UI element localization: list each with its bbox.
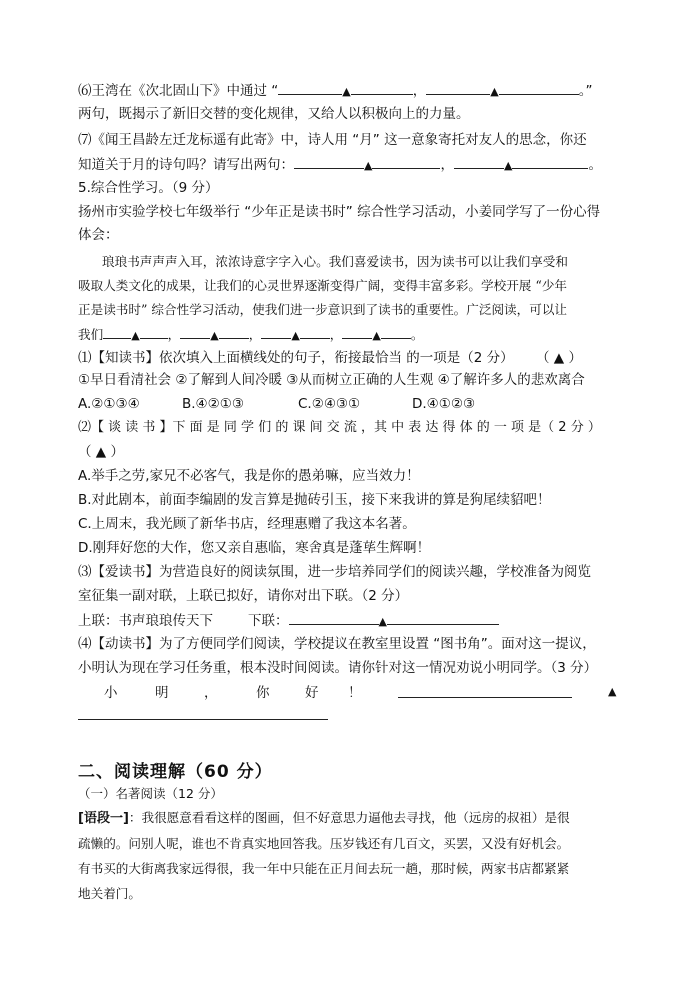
triangle-marker-icon: ▲	[378, 615, 387, 628]
essay-sep: ，	[329, 327, 343, 342]
triangle-marker-icon: ▲	[364, 159, 373, 172]
essay-blank-4[interactable]	[342, 324, 372, 339]
essay-sep: ，	[167, 327, 181, 342]
sub4-greet-6: ！	[348, 685, 362, 701]
triangle-marker-icon: ▲	[490, 85, 499, 98]
upper-couplet: 上联：书声琅琅传天下	[78, 613, 213, 629]
triangle-marker-icon: ▲	[131, 329, 140, 342]
option-d[interactable]: D.④①②③	[412, 396, 476, 412]
triangle-marker-icon: ▲	[291, 329, 300, 342]
essay-blank-1[interactable]	[103, 324, 131, 339]
passage-label: [语段一]	[78, 811, 129, 826]
section-heading: 二、阅读理解（60 分）	[78, 762, 273, 782]
passage-line2: 疏懒的。问别人呢，谁也不肯真实地回答我。压岁钱还有几百文，买罢，又没有好机会。	[78, 836, 570, 851]
passage-line3: 有书买的大街离我家远得很，我一年中只能在正月间去玩一趟，那时候，两家书店都紧紧	[78, 861, 570, 876]
sub2-answer-paren[interactable]: （ ▲ ）	[78, 444, 124, 460]
essay-line2: 吸取人类文化的成果，让我们的心灵世界逐渐变得广阔，变得丰富多彩。学校开展 “少年	[78, 278, 568, 293]
q6-blank-2[interactable]	[426, 80, 490, 95]
q7-blank-2[interactable]	[454, 154, 504, 169]
triangle-marker-icon: ▲	[503, 159, 513, 172]
sub4-greet-5: 好	[305, 685, 319, 701]
essay-blank-3b[interactable]	[300, 324, 330, 339]
passage-text1: ：我很愿意看看这样的图画，但不好意思力逼他去寻找，他（远房的叔祖）是很	[128, 810, 570, 825]
sub4-answer-line-1[interactable]	[398, 697, 572, 698]
sub1-stem: ⑴【知读书】依次填入上面横线处的句子，衔接最恰当 的一项是（2 分）	[78, 350, 514, 366]
q5-intro-line2: 体会：	[78, 227, 119, 243]
q7-line1: ⑺《闻王昌龄左迁龙标遥有此寄》中，诗人用 “月” 这一意象寄托对友人的思念，你还	[78, 132, 587, 148]
q5-intro-line1: 扬州市实验学校七年级举行 “少年正是读书时” 综合性学习活动，小姜同学写了一份心得	[78, 204, 601, 220]
essay-blank-3[interactable]	[261, 324, 291, 339]
sub4-greet-1: 小	[104, 685, 118, 701]
essay-line4	[78, 324, 423, 346]
essay-prefix: 我们	[78, 327, 104, 342]
sub4-answer-line-2[interactable]	[78, 719, 328, 720]
q7-blank-1[interactable]	[294, 154, 364, 169]
essay-end: 。	[410, 327, 424, 342]
sub2-option-a[interactable]: A.举手之劳,家兄不必客气，我是你的愚弟嘛，应当效力！	[78, 468, 420, 484]
sub3-couplet	[78, 610, 499, 632]
sub3-line2: 室征集一副对联，上联已拟好，请你对出下联。（2 分）	[78, 588, 409, 604]
essay-line1: 琅琅书声声声入耳，浓浓诗意字字入心。我们喜爱读书，因为读书可以让我们享受和	[102, 254, 568, 269]
q6-blank-1b[interactable]	[351, 80, 413, 95]
lower-couplet-label: 下联：	[248, 613, 289, 629]
q6-comma: ，	[412, 83, 427, 99]
option-a[interactable]: A.②①③④	[78, 396, 140, 412]
q5-title: 5.综合性学习。（9 分）	[78, 180, 219, 196]
essay-blank-2b[interactable]	[219, 324, 249, 339]
q7-comma: ，	[440, 157, 454, 173]
sub4-line2: 小明认为现在学习任务重，根本没时间阅读。请你针对这一情况劝说小明同学。（3 分）	[78, 660, 598, 676]
triangle-marker-icon: ▲	[342, 85, 351, 98]
q6-suffix: 。”	[578, 83, 593, 99]
sub4-greet-2: 明	[155, 685, 169, 701]
sub2-stem: ⑵【 谈 读 书 】下 面 是 同 学 们 的 课 间 交 流 ，其 中 表 达 得 体 的 一 项 是（ 2 分 ）	[78, 420, 601, 435]
triangle-marker-icon: ▲	[608, 685, 617, 698]
lower-couplet-blank-2[interactable]	[387, 610, 499, 625]
q7-line2	[78, 154, 602, 176]
triangle-marker-icon: ▲	[210, 329, 219, 342]
q6-line1	[78, 80, 592, 102]
essay-sep: ，	[248, 327, 262, 342]
essay-blank-4b[interactable]	[381, 324, 411, 339]
q6-prefix: ⑹王湾在《次北固山下》中通过 “	[78, 83, 279, 99]
essay-line3: 正是读书时” 综合性学习活动，使我们进一步意识到了读书的重要性。广泛阅读，可以让	[78, 302, 568, 317]
q7-blank-1b[interactable]	[372, 154, 440, 169]
passage-line4: 地关着门。	[78, 886, 141, 901]
sub2-option-c[interactable]: C.上周末，我光顾了新华书店，经理惠赠了我这本名著。	[78, 516, 416, 532]
sub3-line1: ⑶【爱读书】为营造良好的阅读氛围，进一步培养同学们的阅读兴趣，学校准备为阅览	[78, 564, 591, 580]
q6-blank-1[interactable]	[278, 80, 342, 95]
sub1-answer-paren[interactable]: （ ▲ ）	[536, 350, 582, 366]
q6-blank-2b[interactable]	[499, 80, 579, 95]
sub4-greet-3: ，	[204, 685, 218, 701]
sub1-options	[78, 394, 512, 414]
essay-blank-2[interactable]	[180, 324, 210, 339]
lower-couplet-blank-1[interactable]	[289, 610, 379, 625]
q7-end: 。	[588, 157, 602, 173]
essay-blank-1b[interactable]	[140, 324, 168, 339]
subsection-heading: （一）名著阅读（12 分）	[78, 786, 223, 801]
option-b[interactable]: B.④②①③	[182, 396, 244, 412]
q6-line2: 两句，既揭示了新旧交替的变化规律，又给人以积极向上的力量。	[78, 106, 470, 122]
sub1-items: ①早日看清社会 ②了解到人间冷暖 ③从而树立正确的人生观 ④了解许多人的悲欢离合	[78, 372, 585, 388]
option-c[interactable]: C.②④③①	[298, 396, 361, 412]
passage-line1	[78, 808, 570, 829]
triangle-marker-icon: ▲	[372, 329, 381, 342]
sub4-line1: ⑷【动读书】为了方便同学们阅读，学校提议在教室里设置 “图书角”。面对这一提议，	[78, 636, 596, 652]
q7-prefix: 知道关于月的诗句吗？请写出两句：	[78, 157, 294, 173]
q7-blank-2b[interactable]	[512, 154, 588, 169]
sub2-option-b[interactable]: B.对此剧本，前面李编剧的发言算是抛砖引玉，接下来我讲的算是狗尾续貂吧！	[78, 492, 551, 508]
sub2-option-d[interactable]: D.刚拜好您的大作，您又亲自惠临，寒舍真是蓬荜生辉啊！	[78, 540, 431, 556]
sub4-greet-4: 你	[256, 685, 270, 701]
